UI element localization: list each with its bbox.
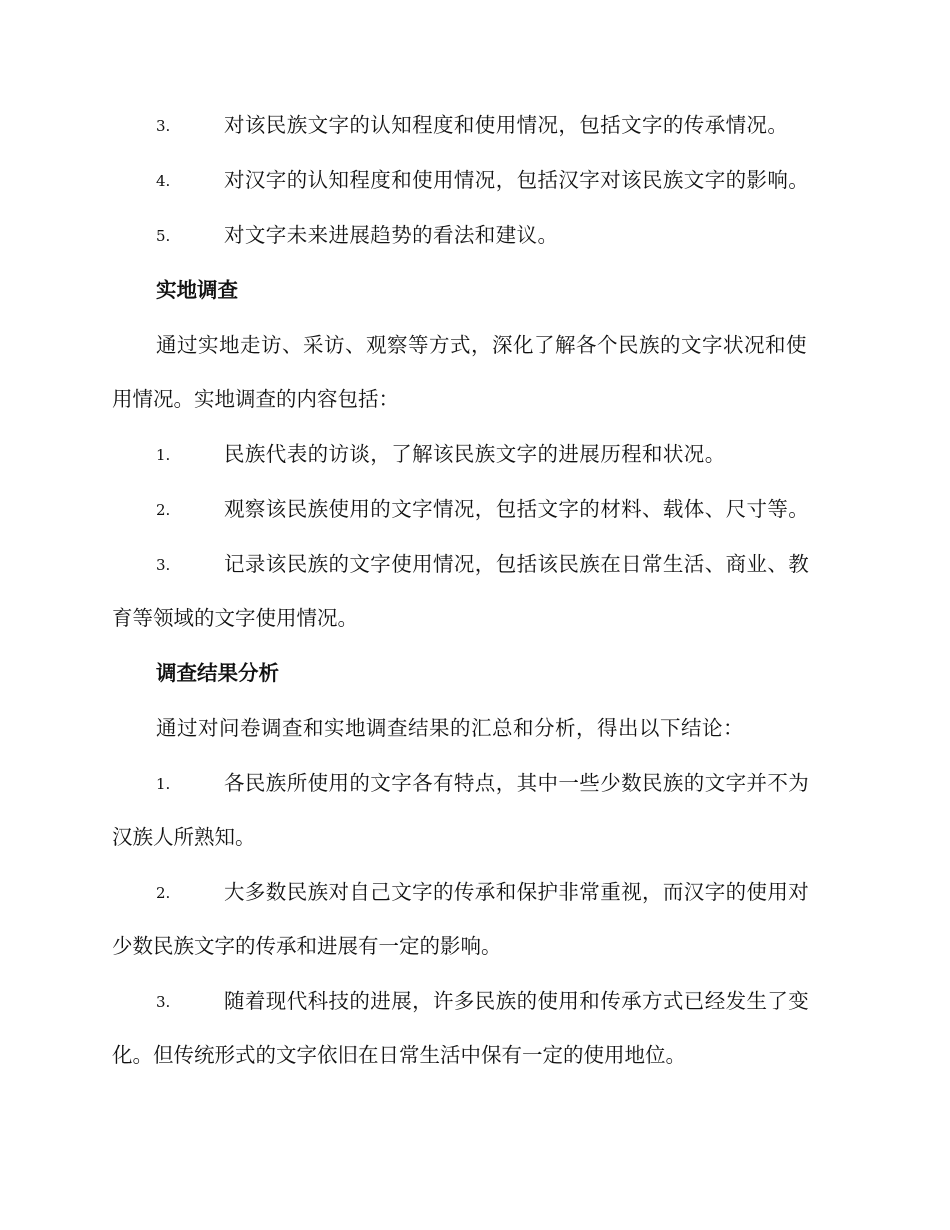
- list-text: 对文字未来进展趋势的看法和建议。: [224, 223, 559, 247]
- paragraph-line: 通过实地走访、采访、观察等方式，深化了解各个民族的文字状况和使: [156, 333, 807, 357]
- list-number: 2.: [156, 501, 171, 519]
- list-number: 2.: [156, 884, 171, 902]
- list-text-continued: 化。但传统形式的文字依旧在日常生活中保有一定的使用地位。: [112, 1043, 686, 1067]
- paragraph: [112, 713, 832, 743]
- list-number: 1.: [156, 446, 171, 464]
- section-heading-results-analysis: 调查结果分析: [156, 661, 279, 685]
- paragraph-line: 通过对问卷调查和实地调查结果的汇总和分析，得出以下结论：: [156, 716, 744, 740]
- paragraph: [112, 330, 832, 414]
- list-item: [112, 768, 832, 852]
- list-text: 观察该民族使用的文字情况，包括文字的材料、载体、尺寸等。: [224, 497, 810, 521]
- list-number: 1.: [156, 775, 171, 793]
- list-text: 大多数民族对自己文字的传承和保护非常重视，而汉字的使用对: [224, 880, 810, 904]
- list-item: [112, 110, 832, 140]
- list-item: [112, 549, 832, 633]
- list-number: 3.: [156, 117, 171, 135]
- list-text: 民族代表的访谈，了解该民族文字的进展历程和状况。: [224, 442, 726, 466]
- list-text: 随着现代科技的进展，许多民族的使用和传承方式已经发生了变: [224, 989, 810, 1013]
- list-number: 3.: [156, 993, 171, 1011]
- list-number: 4.: [156, 172, 171, 190]
- list-item: [112, 986, 832, 1070]
- list-item: [112, 220, 832, 250]
- list-text: 各民族所使用的文字各有特点，其中一些少数民族的文字并不为: [224, 771, 810, 795]
- list-text: 记录该民族的文字使用情况，包括该民族在日常生活、商业、教: [224, 552, 810, 576]
- list-text-continued: 少数民族文字的传承和进展有一定的影响。: [112, 934, 502, 958]
- list-item: [112, 439, 832, 469]
- section-heading-field-survey: 实地调查: [156, 278, 238, 302]
- list-text-continued: 育等领域的文字使用情况。: [112, 606, 358, 630]
- list-item: [112, 494, 832, 524]
- list-number: 5.: [156, 227, 171, 245]
- list-number: 3.: [156, 556, 171, 574]
- paragraph-line: 用情况。实地调查的内容包括：: [112, 387, 399, 411]
- list-item: [112, 877, 832, 961]
- list-text: 对该民族文字的认知程度和使用情况，包括文字的传承情况。: [224, 113, 789, 137]
- list-text-continued: 汉族人所熟知。: [112, 825, 256, 849]
- list-text: 对汉字的认知程度和使用情况，包括汉字对该民族文字的影响。: [224, 168, 810, 192]
- list-item: [112, 165, 832, 195]
